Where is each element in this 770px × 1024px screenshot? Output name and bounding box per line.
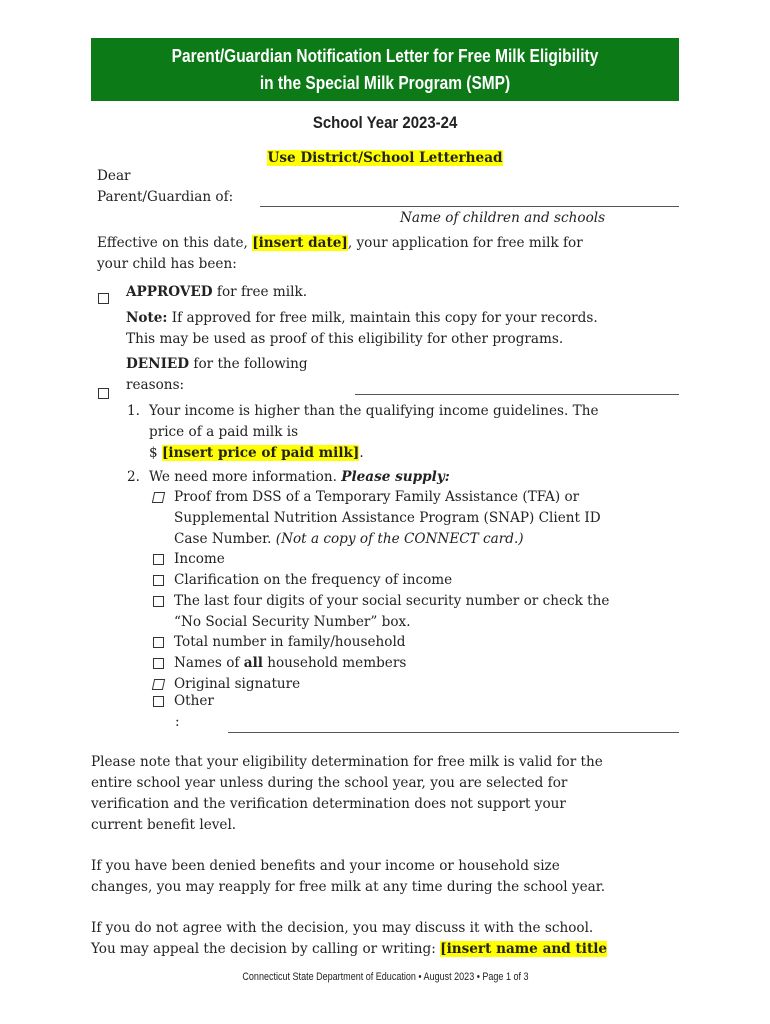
para1-line-1: Please note that your eligibility determination for free milk is valid for the bbox=[91, 754, 603, 770]
price-placeholder: [insert price of paid milk] bbox=[161, 445, 360, 461]
date-placeholder: [insert date] bbox=[252, 235, 348, 251]
proof-text: Case Number. bbox=[174, 531, 276, 547]
note-line-1 bbox=[126, 308, 598, 328]
reason-2-line bbox=[149, 467, 450, 487]
proof-italic: (Not a copy of the CONNECT card.) bbox=[275, 531, 524, 547]
denied-line-2: reasons: bbox=[126, 377, 185, 393]
para3-line-1: If you do not agree with the decision, you may discuss it with the school. bbox=[91, 920, 594, 936]
dollar-sign: $ bbox=[149, 445, 162, 461]
name-title-placeholder: [insert name and title bbox=[440, 941, 608, 957]
para2-line-1: If you have been denied benefits and your income or household size bbox=[91, 858, 560, 874]
page-footer bbox=[0, 971, 770, 983]
names-checkbox[interactable] bbox=[153, 658, 164, 669]
school-year-text: School Year 2023-24 bbox=[312, 113, 458, 132]
para1-line-2: entire school year unless during the school year, you are selected for bbox=[91, 775, 568, 791]
clarification-label: Clarification on the frequency of income bbox=[174, 572, 453, 588]
clarification-checkbox[interactable] bbox=[153, 575, 164, 586]
signature-checkbox[interactable] bbox=[152, 679, 165, 690]
names-pre: Names of bbox=[174, 655, 244, 671]
greeting-parent: Parent/Guardian of: bbox=[97, 189, 234, 205]
names-bold: all bbox=[243, 655, 263, 671]
reason-2-text: We need more information. bbox=[149, 469, 342, 485]
other-colon: : bbox=[175, 714, 180, 730]
reason-1-number: 1. bbox=[127, 403, 140, 419]
income-label: Income bbox=[174, 551, 225, 567]
proof-checkbox[interactable] bbox=[152, 492, 165, 503]
other-checkbox[interactable] bbox=[153, 696, 164, 707]
para3-text: You may appeal the decision by calling or writing: bbox=[91, 941, 441, 957]
names-label bbox=[174, 653, 406, 673]
title-line-1: Parent/Guardian Notification Letter for Free Milk Eligibility bbox=[171, 46, 599, 66]
note-bold: Note: bbox=[126, 310, 168, 326]
school-year-heading bbox=[0, 113, 770, 133]
approved-bold: APPROVED bbox=[126, 284, 213, 300]
intro-text: Effective on this date, bbox=[97, 235, 253, 251]
para2-line-2: changes, you may reapply for free milk at any time during the school year. bbox=[91, 879, 606, 895]
ssn-line-2: “No Social Security Number” box. bbox=[174, 614, 411, 630]
denied-bold: DENIED bbox=[126, 356, 190, 372]
income-checkbox[interactable] bbox=[153, 554, 164, 565]
total-label: Total number in family/household bbox=[174, 634, 406, 650]
title-banner bbox=[91, 38, 679, 101]
reason-1-line-2: price of a paid milk is bbox=[149, 424, 299, 440]
intro-line-2: your child has been: bbox=[97, 256, 237, 272]
signature-label: Original signature bbox=[174, 676, 301, 692]
title-line-2: in the Special Milk Program (SMP) bbox=[259, 73, 511, 93]
para1-line-4: current benefit level. bbox=[91, 817, 237, 833]
intro-line-1 bbox=[97, 233, 583, 253]
denied-reason-field[interactable] bbox=[355, 394, 679, 395]
name-caption: Name of children and schools bbox=[400, 210, 606, 226]
denied-label bbox=[126, 354, 308, 374]
ssn-checkbox[interactable] bbox=[153, 596, 164, 607]
proof-line-3 bbox=[174, 529, 524, 549]
approved-label bbox=[126, 282, 307, 302]
price-end: . bbox=[359, 445, 364, 461]
ssn-line-1: The last four digits of your social security number or check the bbox=[174, 593, 610, 609]
note-line-2: This may be used as proof of this eligibility for other programs. bbox=[126, 331, 564, 347]
proof-line-2: Supplemental Nutrition Assistance Program (SNAP) Client ID bbox=[174, 510, 601, 526]
reason-1-line-1: Your income is higher than the qualifying income guidelines. The bbox=[149, 403, 599, 419]
other-field[interactable] bbox=[228, 732, 679, 733]
please-supply: Please supply: bbox=[341, 469, 450, 485]
proof-line-1: Proof from DSS of a Temporary Family Assistance (TFA) or bbox=[174, 489, 580, 505]
approved-rest: for free milk. bbox=[212, 284, 308, 300]
other-label: Other bbox=[174, 693, 214, 709]
intro-text-post: , your application for free milk for bbox=[347, 235, 583, 251]
footer-text: Connecticut State Department of Education • August 2023 • Page 1 of 3 bbox=[241, 971, 529, 983]
reason-1-price bbox=[149, 443, 364, 463]
total-checkbox[interactable] bbox=[153, 637, 164, 648]
greeting-dear: Dear bbox=[97, 168, 131, 184]
denied-checkbox[interactable] bbox=[98, 388, 109, 399]
letterhead-note bbox=[0, 148, 770, 168]
para1-line-3: verification and the verification determination does not support your bbox=[91, 796, 566, 812]
reason-2-number: 2. bbox=[127, 469, 140, 485]
children-name-field[interactable] bbox=[260, 206, 679, 207]
para3-line-2 bbox=[91, 939, 607, 959]
letterhead-highlight: Use District/School Letterhead bbox=[267, 150, 503, 166]
names-post: household members bbox=[262, 655, 407, 671]
note-rest: If approved for free milk, maintain this copy for your records. bbox=[167, 310, 598, 326]
approved-checkbox[interactable] bbox=[98, 293, 109, 304]
denied-rest: for the following bbox=[189, 356, 308, 372]
